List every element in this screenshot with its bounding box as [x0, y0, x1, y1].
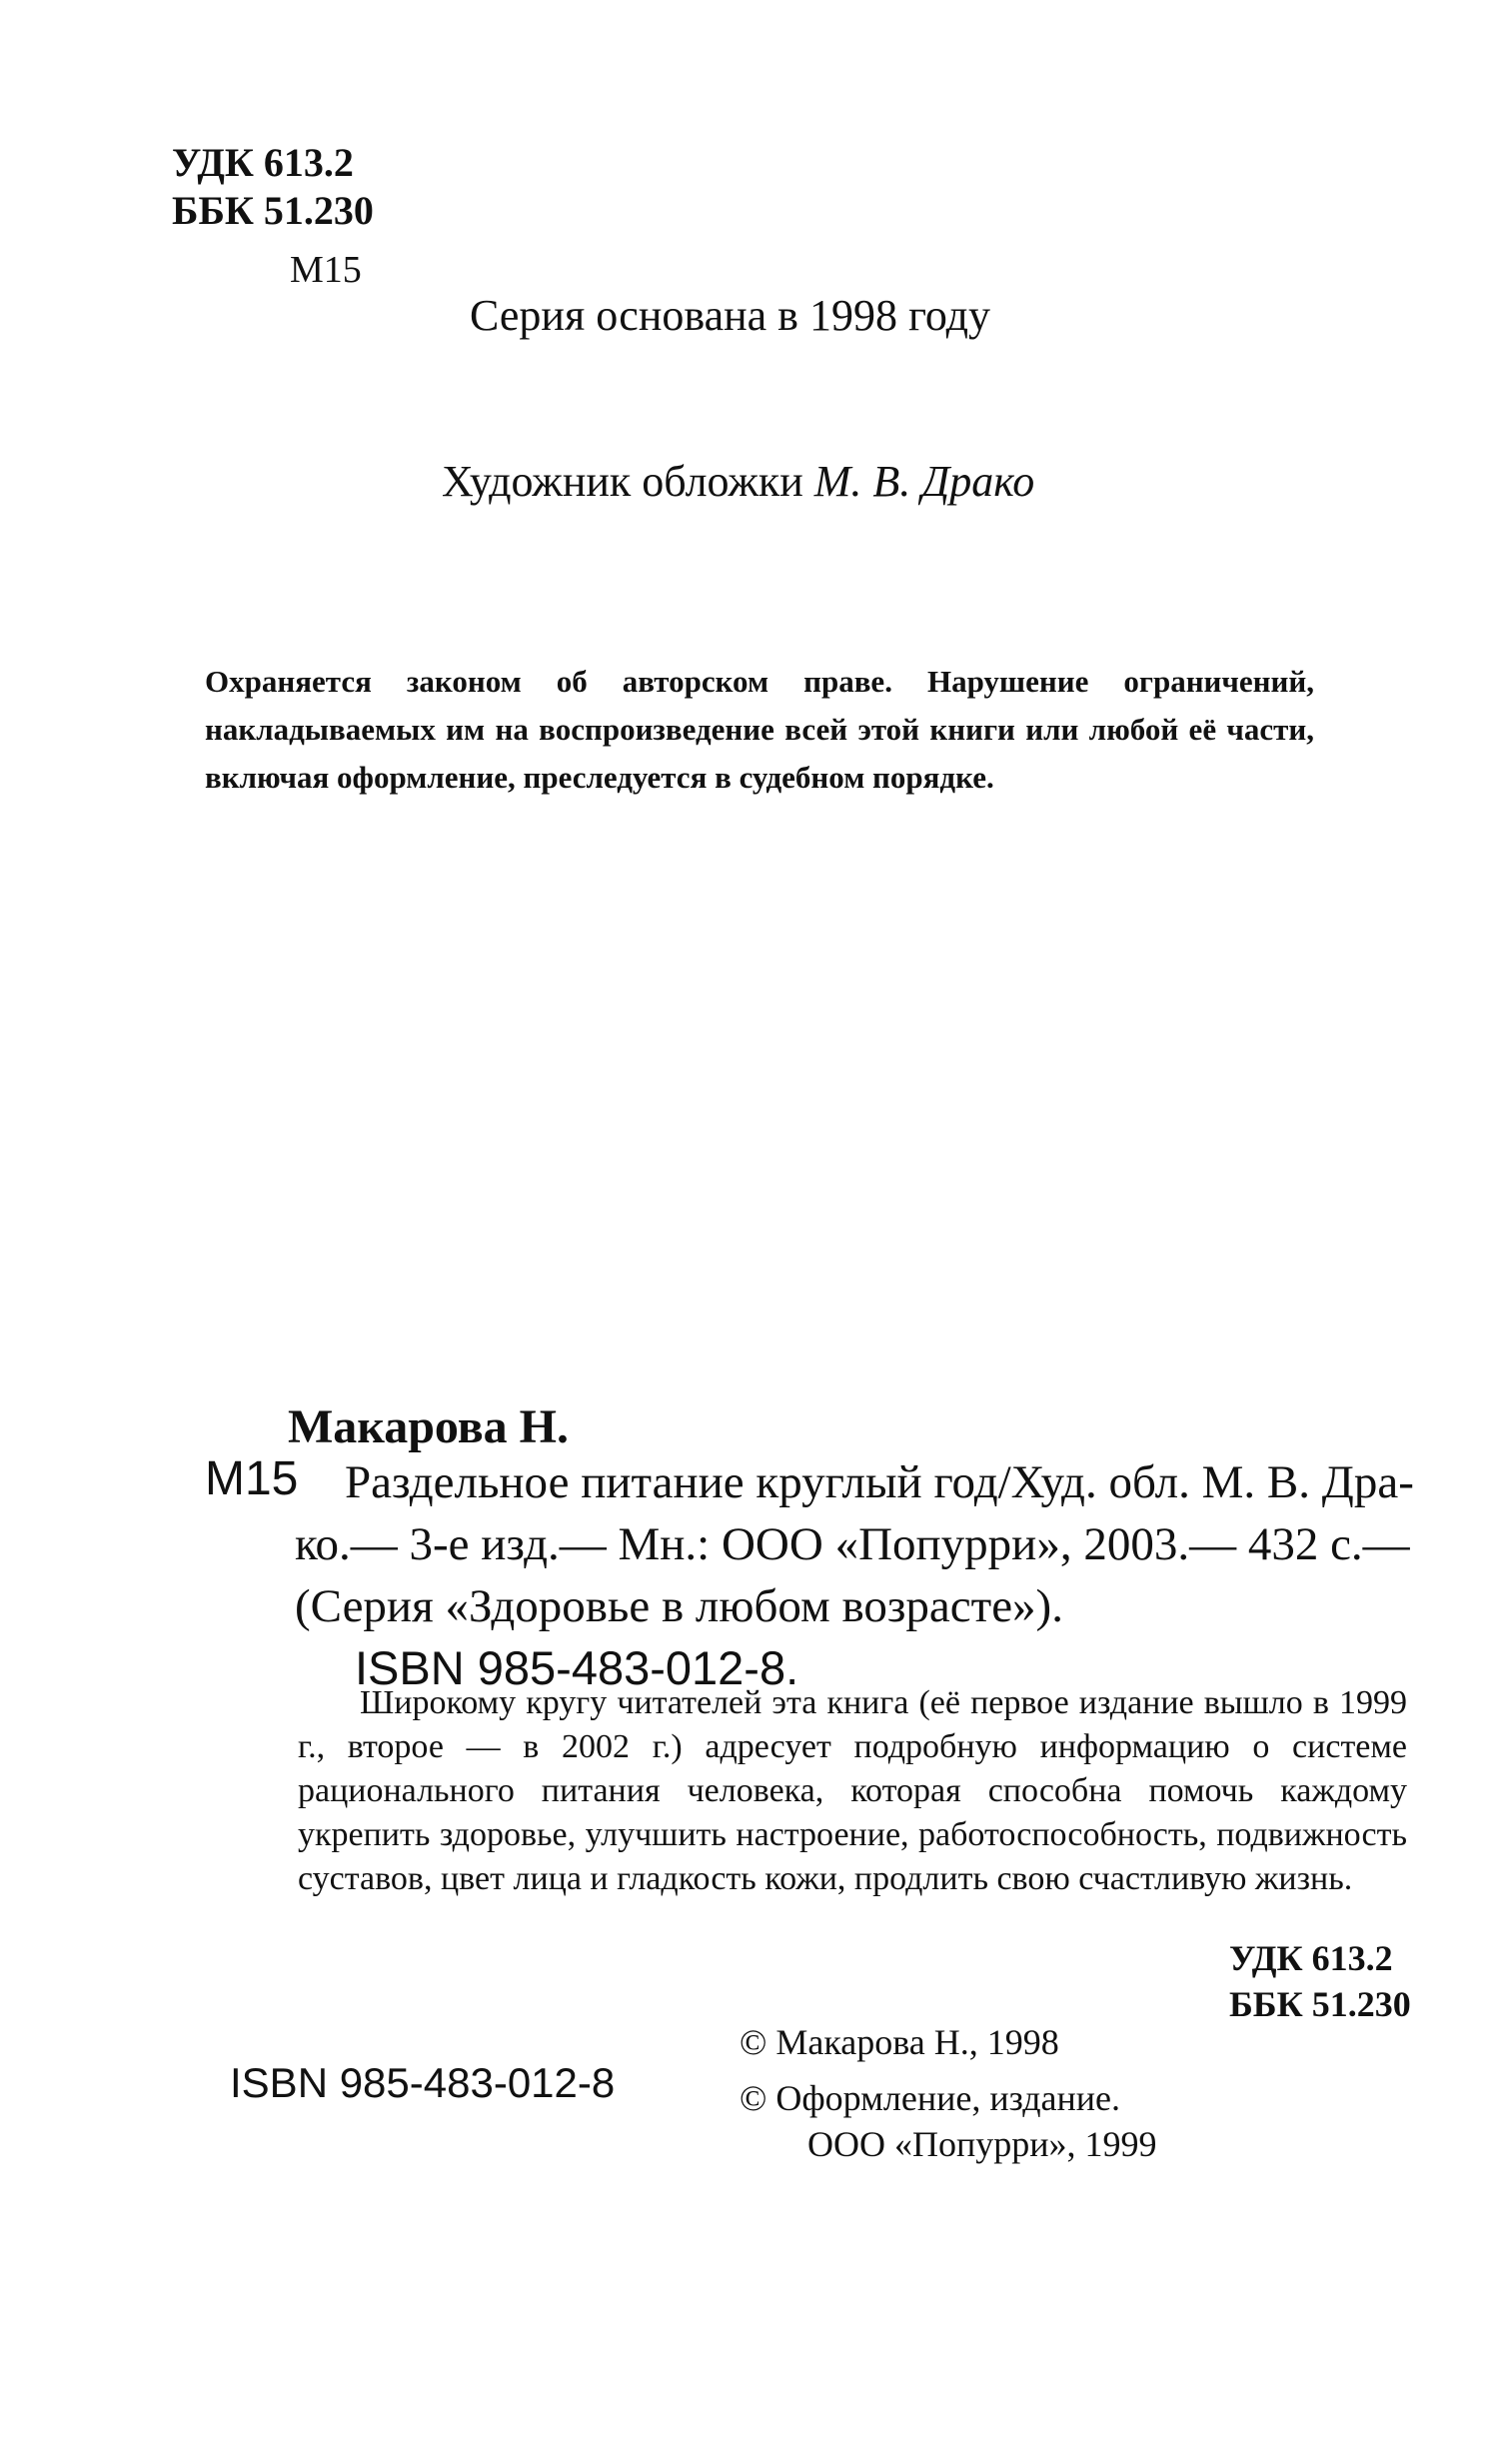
- copyright-notice: Охраняется законом об авторском праве. Нарушение ограничений, накладываемых им на воспроизведение всей этой книги или любой её части, включая оформление, преследуется в судебном порядке.: [205, 664, 1314, 795]
- catalog-title-line: Раздельное питание круглый год/Худ. обл. М. В. Дра-: [345, 1456, 1414, 1508]
- copyright-design: © Оформление, издание.: [740, 2078, 1121, 2118]
- cover-artist: [442, 456, 1034, 507]
- bbk-code-bottom: ББК 51.230: [1229, 1984, 1411, 2024]
- author-mark-top: М15: [290, 249, 362, 291]
- udk-code-top: УДК 613.2: [172, 140, 354, 185]
- isbn-bottom: ISBN 985-483-012-8: [230, 2059, 616, 2106]
- catalog-series-line: (Серия «Здоровье в любом возрасте»).: [295, 1580, 1063, 1632]
- catalog-author: Макарова Н.: [288, 1400, 569, 1453]
- cover-artist-label: Художник обложки: [442, 457, 803, 506]
- copyright-author: © Макарова Н., 1998: [740, 2022, 1059, 2062]
- series-note: Серия основана в 1998 году: [470, 291, 991, 340]
- cover-artist-name: М. В. Драко: [813, 457, 1035, 506]
- copyright-publisher: ООО «Попурри», 1999: [807, 2124, 1157, 2164]
- bbk-code-top: ББК 51.230: [172, 188, 374, 233]
- catalog-author-mark: М15: [205, 1452, 299, 1505]
- catalog-isbn: ISBN 985-483-012-8.: [355, 1641, 799, 1694]
- udk-code-bottom: УДК 613.2: [1229, 1938, 1393, 1978]
- catalog-imprint-line: ко.— 3-е изд.— Мн.: ООО «Попурри», 2003.— 432 с.—: [295, 1518, 1410, 1570]
- annotation-text: Широкому кругу читателей эта книга (её первое издание вышло в 1999 г., второе — в 2002 г.) адресует подробную информацию о системе рационального питания человека, которая способна помочь каждому укрепить здоровье, улучшить настроение, работоспособность, подвижность суставов, цвет лица и гладкость кожи, продлить свою счастливую жизнь.: [298, 1684, 1407, 1897]
- catalog-card-body: [205, 1451, 1414, 1699]
